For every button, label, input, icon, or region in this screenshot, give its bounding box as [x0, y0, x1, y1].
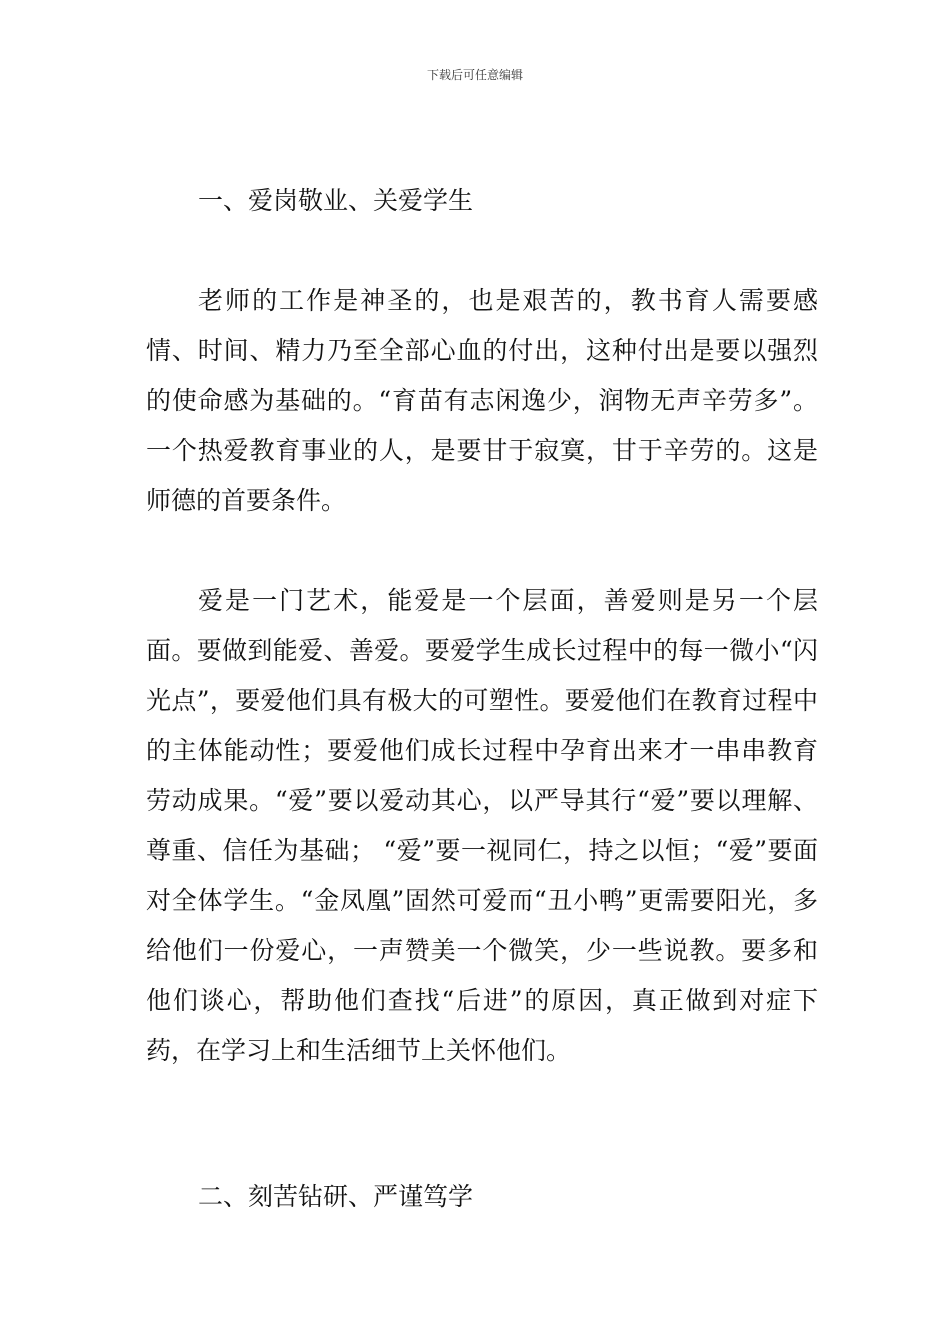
section-heading-1: 一、爱岗敬业、关爱学生 [198, 186, 474, 215]
page-header-note: 下载后可任意编辑 [426, 68, 523, 82]
section-heading-2: 二、刻苦钻研、严谨笃学 [198, 1182, 474, 1211]
paragraph-2: 爱是一门艺术，能爱是一个层面，善爱则是另一个层面。要做到能爱、善爱。要爱学生成长过程中的每一微小“闪光点”，要爱他们具有极大的可塑性。要爱他们在教育过程中的主体能动性；要爱他们成长过程中孕育出来才一串串教育劳动成果。“爱”要以爱动其心，以严导其行“爱”要以理解、尊重、信任为基础； “爱”要一视同仁，持之以恒；“爱”要面对全体学生。“金凤凰”固然可爱而“丑小鸭”更需要阳光，多给他们一份爱心，一声赞美一个微笑，少一些说教。要多和他们谈心，帮助他们查找“后进”的原因，真正做到对症下药，在学习上和生活细节上关怀他们。 [146, 586, 818, 1065]
paragraph-1: 老师的工作是神圣的，也是艰苦的，教书育人需要感情、时间、精力乃至全部心血的付出，这种付出是要以强烈的使命感为基础的。“育苗有志闲逸少，润物无声辛劳多”。一个热爱教育事业的人，是要甘于寂寞，甘于辛劳的。这是师德的首要条件。 [146, 286, 818, 515]
